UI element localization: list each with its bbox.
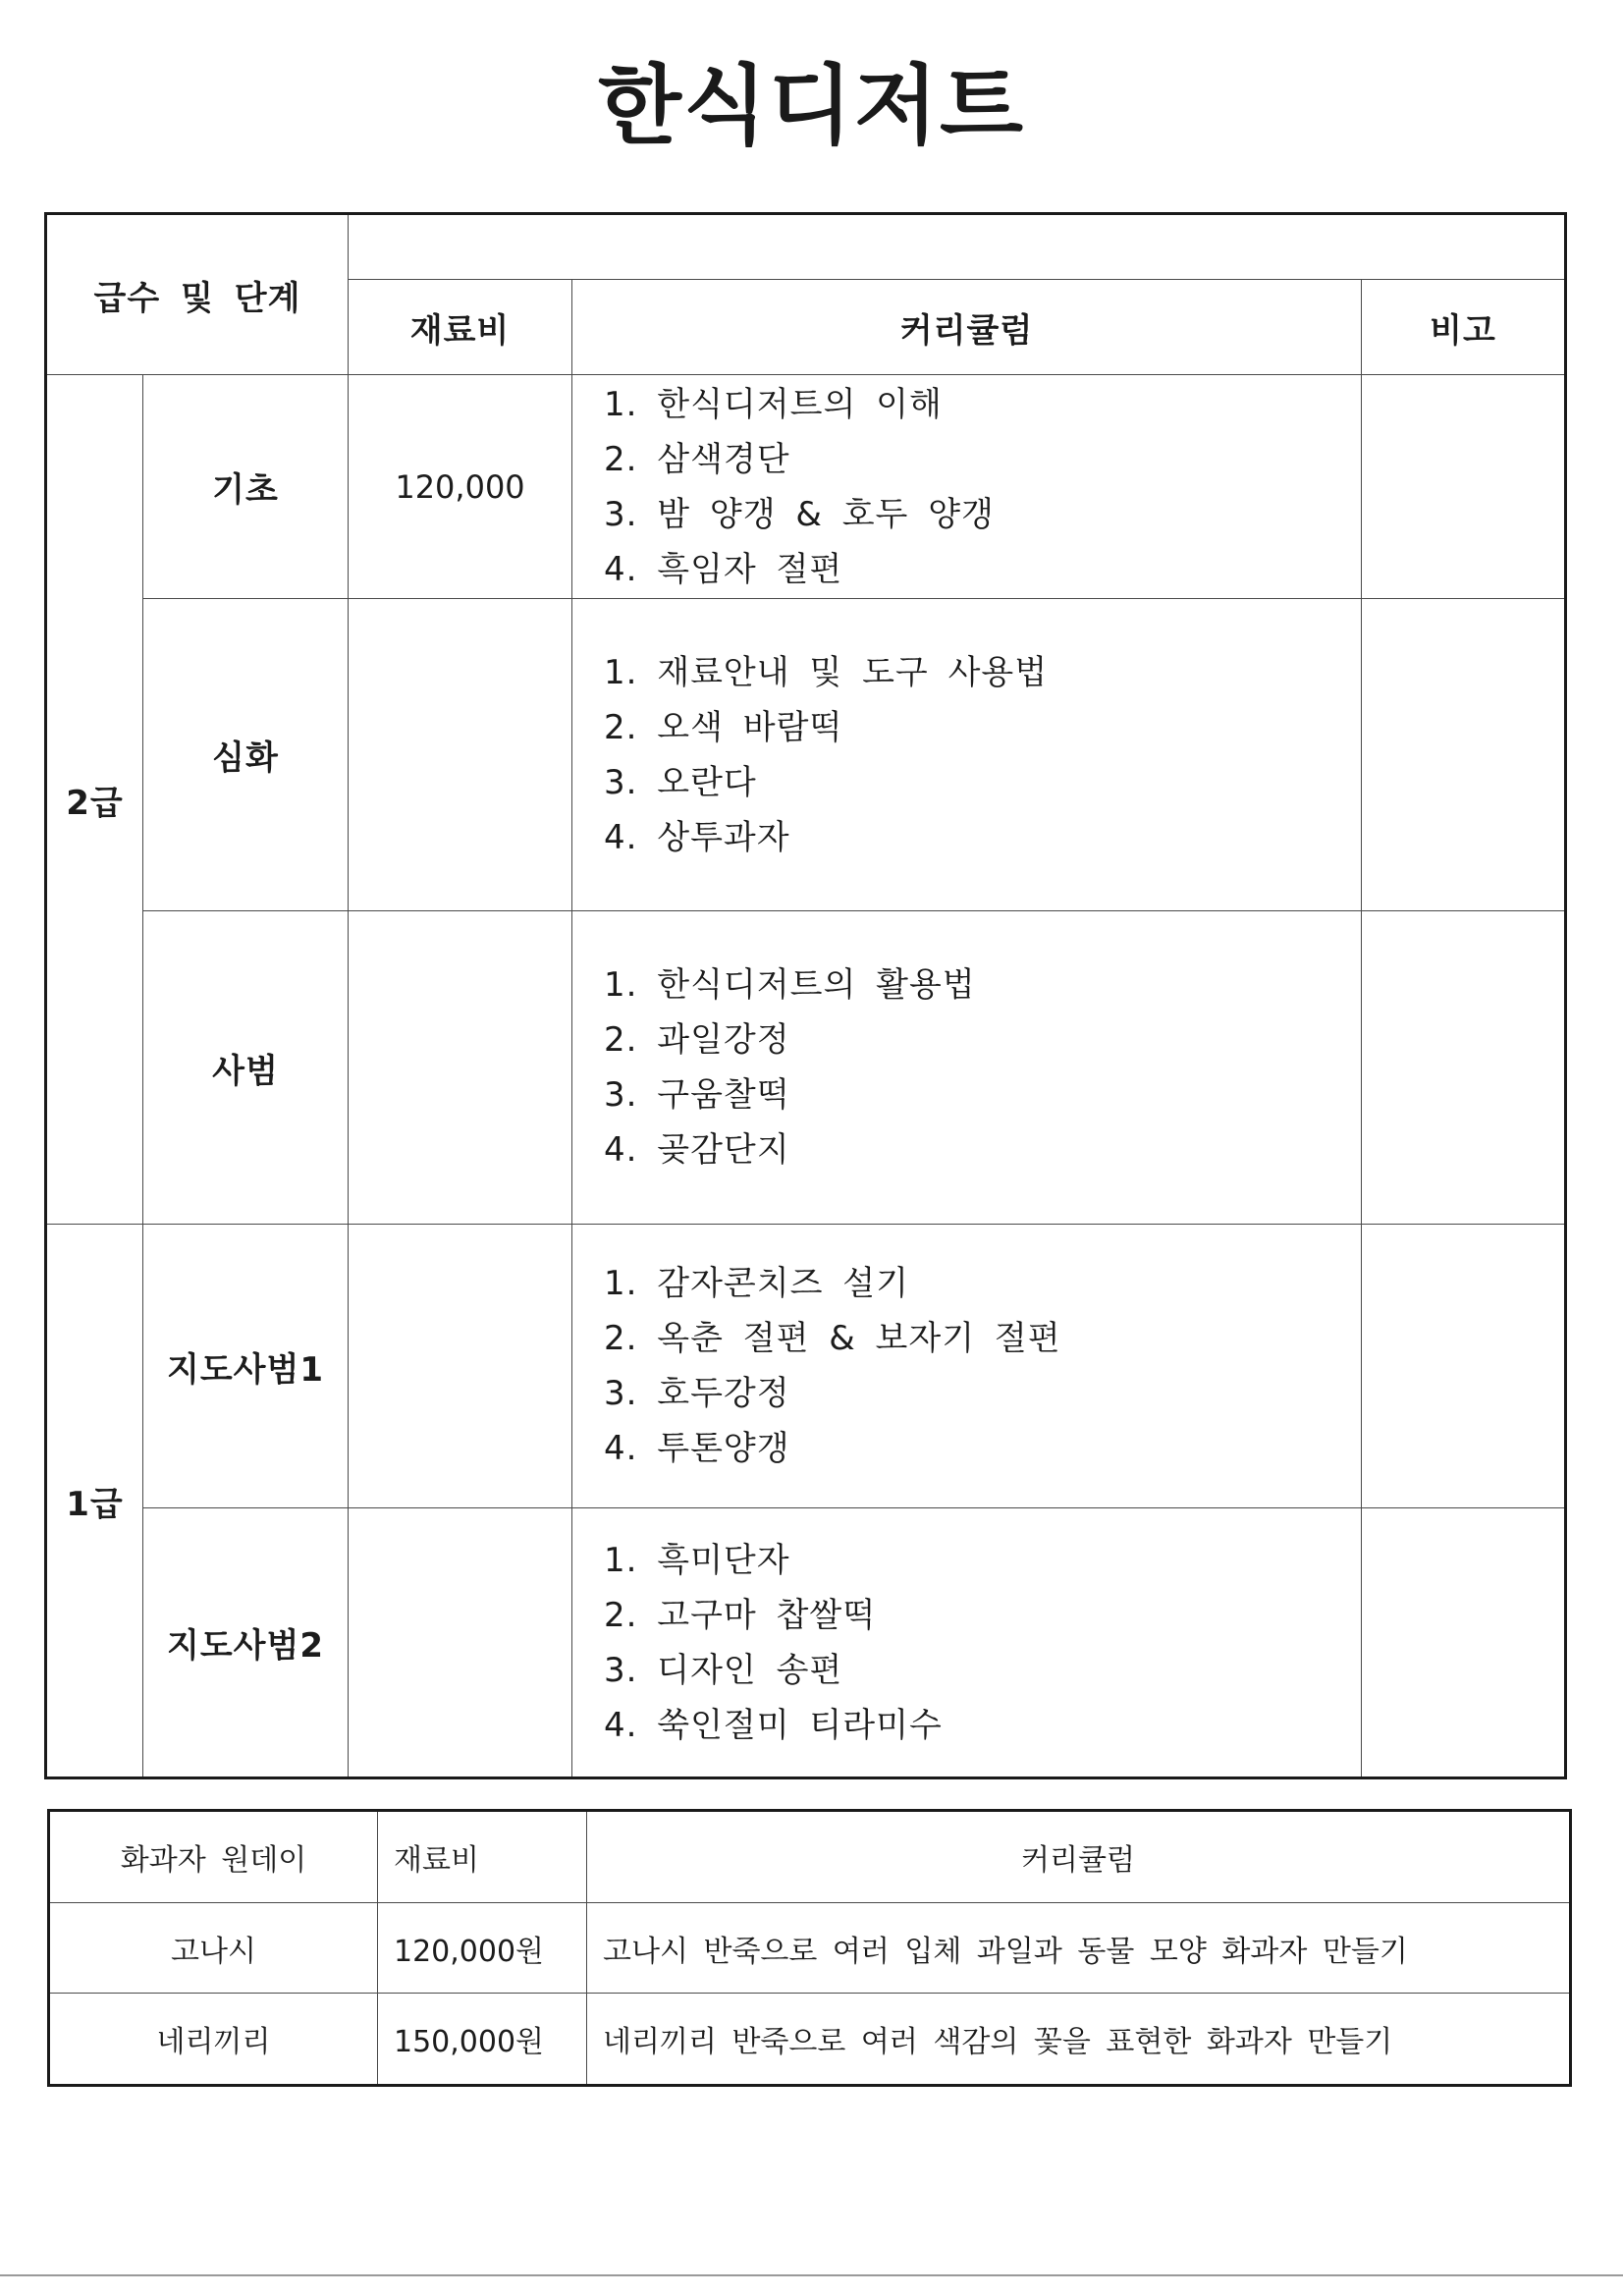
stage-cell: 사범 — [143, 911, 349, 1225]
curriculum-item: 1. 감자콘치즈 설기 — [604, 1264, 909, 1303]
curriculum-item: 3. 오란다 — [604, 762, 757, 802]
curriculum-cell: 고나시 반죽으로 여러 입체 과일과 동물 모양 화과자 만들기 — [587, 1903, 1571, 1994]
curriculum-item: 3. 디자인 송편 — [604, 1650, 843, 1690]
stage-cell: 심화 — [143, 599, 349, 911]
table-row — [46, 599, 1566, 911]
grade-cell: 2급 — [46, 375, 143, 1225]
curriculum-table — [44, 212, 1567, 1779]
course-name-cell: 네리끼리 — [49, 1994, 378, 2086]
grade-cell: 1급 — [46, 1225, 143, 1778]
cost-header: 재료비 — [378, 1811, 587, 1903]
cost-cell — [349, 1508, 572, 1778]
curriculum-item: 1. 재료안내 및 도구 사용법 — [604, 652, 1049, 692]
curriculum-cell — [572, 599, 1362, 911]
curriculum-item: 4. 곶감단지 — [604, 1130, 790, 1170]
curriculum-item: 4. 투톤양갱 — [604, 1429, 790, 1468]
course-name-cell: 고나시 — [49, 1903, 378, 1994]
cost-cell — [349, 1225, 572, 1508]
note-cell — [1362, 1508, 1566, 1778]
page-title: 한식디저트 — [597, 55, 1026, 156]
table-row — [46, 1225, 1566, 1508]
curriculum-cell: 네리끼리 반죽으로 여러 색감의 꽃을 표현한 화과자 만들기 — [587, 1994, 1571, 2086]
cost-cell: 120,000원 — [378, 1903, 587, 1994]
note-cell — [1362, 599, 1566, 911]
note-header: 비고 — [1362, 280, 1566, 375]
course-header: 화과자 원데이 — [49, 1811, 378, 1903]
table-row — [46, 375, 1566, 599]
curriculum-header: 커리큘럼 — [572, 280, 1362, 375]
cost-cell: 120,000 — [349, 375, 572, 599]
cost-header: 재료비 — [349, 280, 572, 375]
curriculum-item: 1. 흑미단자 — [604, 1540, 790, 1580]
curriculum-item: 3. 구움찰떡 — [604, 1075, 790, 1115]
oneday-class-table — [47, 1809, 1572, 2087]
curriculum-item: 2. 고구마 찹쌀떡 — [604, 1595, 877, 1635]
header-blank-cell — [349, 214, 1566, 280]
table-row — [46, 1508, 1566, 1778]
curriculum-cell — [572, 911, 1362, 1225]
cost-cell: 150,000원 — [378, 1994, 587, 2086]
stage-cell: 기초 — [143, 375, 349, 599]
curriculum-item: 2. 삼색경단 — [604, 439, 790, 479]
table-row — [49, 1903, 1571, 1994]
curriculum-cell — [572, 375, 1362, 599]
curriculum-item: 2. 과일강정 — [604, 1020, 790, 1060]
curriculum-item: 1. 한식디저트의 활용법 — [604, 965, 976, 1005]
curriculum-item: 1. 한식디저트의 이해 — [604, 384, 943, 424]
cost-cell — [349, 599, 572, 911]
curriculum-cell — [572, 1225, 1362, 1508]
curriculum-item: 3. 호두강정 — [604, 1374, 790, 1413]
scan-edge-line — [0, 2274, 1623, 2276]
curriculum-item: 4. 상투과자 — [604, 817, 790, 857]
header-row-top — [46, 214, 1566, 280]
header-row — [49, 1811, 1571, 1903]
curriculum-item: 2. 옥춘 절편 & 보자기 절편 — [604, 1319, 1061, 1358]
curriculum-item: 3. 밤 양갱 & 호두 양갱 — [604, 494, 995, 534]
curriculum-item: 4. 쑥인절미 티라미수 — [604, 1705, 943, 1745]
curriculum-item: 4. 흑임자 절편 — [604, 549, 843, 589]
stage-cell: 지도사범2 — [143, 1508, 349, 1778]
curriculum-cell — [572, 1508, 1362, 1778]
cost-cell — [349, 911, 572, 1225]
note-cell — [1362, 375, 1566, 599]
table-row — [46, 911, 1566, 1225]
stage-cell: 지도사범1 — [143, 1225, 349, 1508]
curriculum-header: 커리큘럼 — [587, 1811, 1571, 1903]
note-cell — [1362, 1225, 1566, 1508]
table-row — [49, 1994, 1571, 2086]
level-header: 급수 및 단계 — [46, 214, 349, 375]
curriculum-item: 2. 오색 바람떡 — [604, 707, 843, 747]
note-cell — [1362, 911, 1566, 1225]
